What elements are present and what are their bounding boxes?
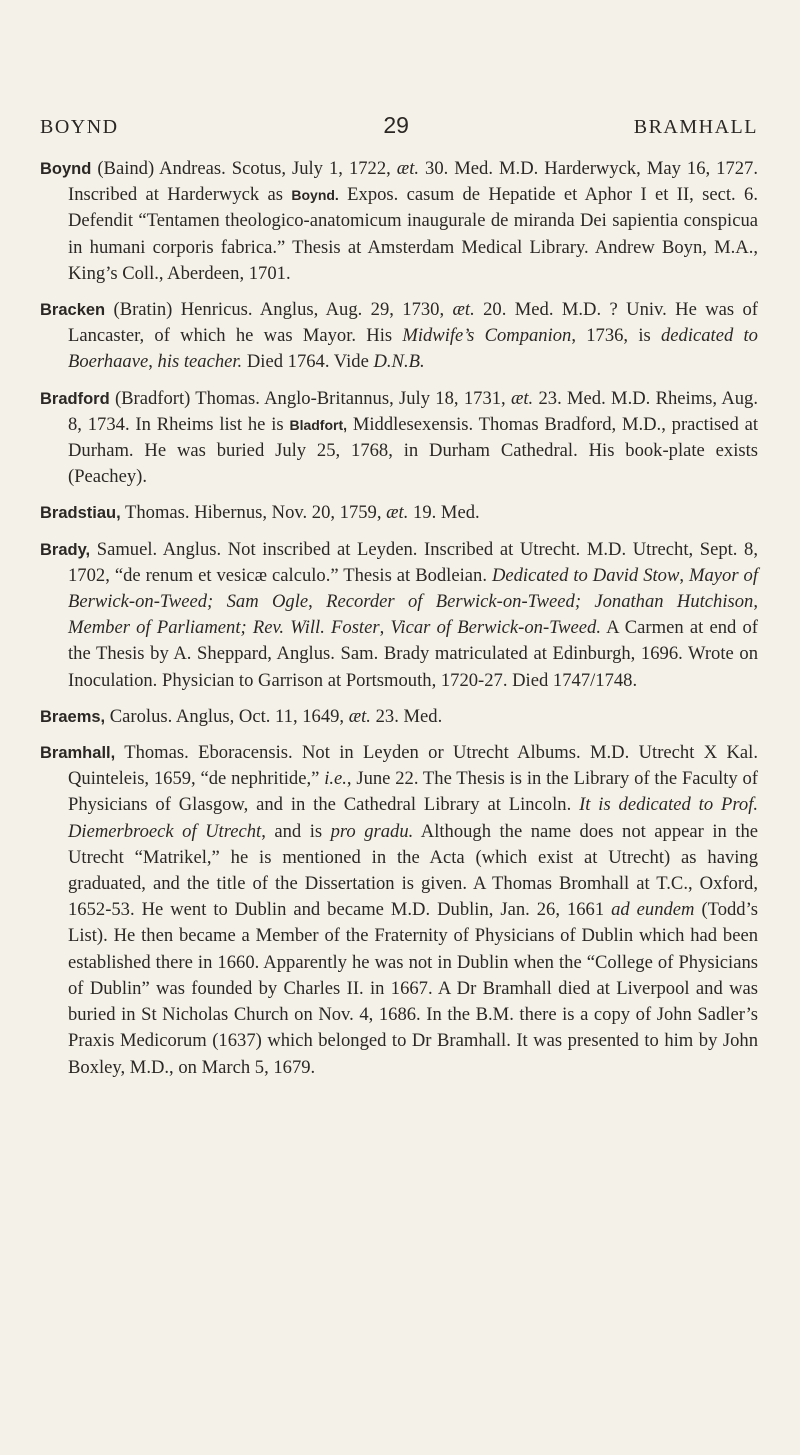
entry-text: (Bradfort) Thomas. Anglo-Britannus, July 18, 1731, bbox=[109, 387, 511, 409]
entry-bramhall bbox=[40, 740, 758, 1081]
entry-text: , bbox=[753, 591, 758, 613]
entry-headword: Brady, bbox=[40, 540, 91, 559]
entry-text: (Baind) Andreas. Scotus, July 1, 1722, bbox=[91, 158, 397, 179]
entry-text: Expos. casum de Hepatide et Aphor I et II, sect. 6. Defendit “Tentamen theologico-anatomicum inaugurale de miranda Dei sapientia conspicua in humani corporis fabrica.” Thesis at Amsterdam Medical Library. Andrew Boyn, M.A., King’s Coll., Aberdeen, 1701. bbox=[68, 184, 758, 284]
entry-text: Died 1764. Vide bbox=[242, 351, 374, 373]
italic-text: æt. bbox=[510, 387, 534, 409]
entry-headword: Boynd bbox=[40, 160, 92, 178]
entry-braems bbox=[40, 704, 758, 730]
entry-text: Although the name does not appear in the Utrecht “Matrikel,” he is mentioned in the Acta (which exist at Utrecht) as having graduated, and the title of the Dissertation is given. A Thomas Bromhall at T.C., Oxford, 1652-53. He went to Dublin and became M.D. Dublin, Jan. 26, 1661 bbox=[68, 820, 758, 921]
entry-text: Middlesexensis. Thomas Bradford, M.D., practised at Durham. He was buried July 25, 1768, in Durham Cathedral. His book-plate exists (Peachey). bbox=[68, 413, 759, 488]
italic-text: his teacher. bbox=[157, 351, 243, 373]
running-head-right: BRAMHALL bbox=[633, 116, 758, 138]
italic-text: dedicated to Boerhaave bbox=[68, 325, 758, 373]
entry-text: , bbox=[679, 564, 689, 586]
entry-brady bbox=[40, 537, 758, 694]
entry-text: 23. Med. bbox=[370, 705, 443, 727]
dictionary-entries bbox=[40, 156, 758, 1091]
italic-text: Vicar of Berwick-on-Tweed. bbox=[390, 617, 601, 639]
entry-text: , bbox=[148, 351, 158, 373]
italic-text: Member of Parliament; Rev. Will. Foster bbox=[68, 617, 380, 639]
italic-text: D.N.B. bbox=[373, 351, 425, 373]
italic-text: Mayor of Berwick-on-Tweed; Sam Ogle bbox=[68, 564, 758, 613]
entry-headword: Bracken bbox=[40, 301, 106, 320]
italic-text: æt. bbox=[452, 299, 475, 321]
italic-text: æt. bbox=[386, 502, 409, 524]
small-caps-text: Boynd. bbox=[291, 187, 339, 204]
italic-text: Dedicated to David Stow bbox=[491, 564, 680, 586]
italic-text: Midwife’s Companion bbox=[402, 325, 572, 347]
entry-text: Thomas. Hibernus, Nov. 20, 1759, bbox=[120, 502, 387, 524]
entry-bradstiau bbox=[40, 500, 758, 526]
entry-text: Thomas. Eboracensis. Not in Leyden or Utrecht Albums. M.D. Utrecht X Kal. Quinteleis, 1659, “de nephritide,” bbox=[68, 742, 758, 790]
entry-bradford bbox=[40, 386, 758, 491]
small-caps-text: Bladfort, bbox=[289, 416, 348, 433]
entry-text: Carolus. Anglus, Oct. 11, 1649, bbox=[105, 705, 349, 727]
italic-text: æt. bbox=[348, 705, 371, 727]
italic-text: It is dedicated to Prof. Diemerbroeck of Utrecht bbox=[68, 794, 759, 842]
italic-text: i.e. bbox=[324, 768, 347, 790]
italic-text: æt. bbox=[396, 158, 420, 179]
entry-headword: Bradstiau, bbox=[40, 504, 121, 523]
entry-headword: Braems, bbox=[40, 707, 106, 726]
entry-boynd bbox=[40, 156, 758, 287]
entry-headword: Bradford bbox=[40, 389, 110, 408]
italic-text: pro gradu. bbox=[330, 820, 414, 842]
entry-text: (Bratin) Henricus. Anglus, Aug. 29, 1730, bbox=[105, 299, 453, 321]
running-head bbox=[40, 112, 758, 139]
entry-text: , bbox=[379, 617, 391, 639]
italic-text: ad eundem bbox=[611, 899, 695, 921]
entry-bracken bbox=[40, 297, 758, 376]
entry-text: (Todd’s List). He then became a Member of the Fraternity of Physicians of Dublin which had been established there in 1660. Apparently he was not in Dublin when the “College of Physicians of Dublin” was founded by Charles II. in 1667. A Dr Bramhall died at Liverpool and was buried in St Nicholas Church on Nov. 4, 1686. In the B.M. there is a copy of John Sadler’s Praxis Medicorum (1637) which belonged to Dr Bramhall. It was presented to him by John Boxley, M.D., on March 5, 1679. bbox=[68, 899, 758, 1078]
italic-text: Recorder of Berwick-on-Tweed; Jonathan Hutchison bbox=[326, 591, 754, 613]
entry-text: , and is bbox=[261, 820, 331, 842]
entry-text: 19. Med. bbox=[408, 502, 480, 524]
entry-text: , June 22. The Thesis is in the Library of the Faculty of Physicians of Glasgow, and in the Cathedral Library at Lincoln. bbox=[68, 768, 758, 816]
entry-text: A Carmen at end of the Thesis by A. Sheppard, Anglus. Sam. Brady matriculated at Edinburgh, 1696. Wrote on Inoculation. Physician to Garrison at Portsmouth, 1720-27. Died 1747/1748. bbox=[68, 617, 758, 691]
entry-text: 23. Med. M.D. Rheims, Aug. 8, 1734. In Rheims list he is bbox=[68, 387, 758, 435]
entry-text: 20. Med. M.D. ? Univ. He was of Lancaster, of which he was Mayor. His bbox=[68, 299, 759, 347]
entry-text: , 1736, is bbox=[571, 325, 661, 347]
page-number: 29 bbox=[383, 112, 409, 138]
running-head-left: BOYND bbox=[40, 116, 119, 138]
entry-text: , bbox=[308, 591, 327, 613]
entry-text: 30. Med. M.D. Harderwyck, May 16, 1727. Inscribed at Harderwyck as bbox=[68, 158, 758, 206]
entry-headword: Bramhall, bbox=[40, 744, 116, 763]
entry-text: Samuel. Anglus. Not inscribed at Leyden. Inscribed at Utrecht. M.D. Utrecht, Sept. 8, 1702, “de renum et vesicæ calculo.” Thesis at Bodleian. bbox=[68, 538, 758, 586]
